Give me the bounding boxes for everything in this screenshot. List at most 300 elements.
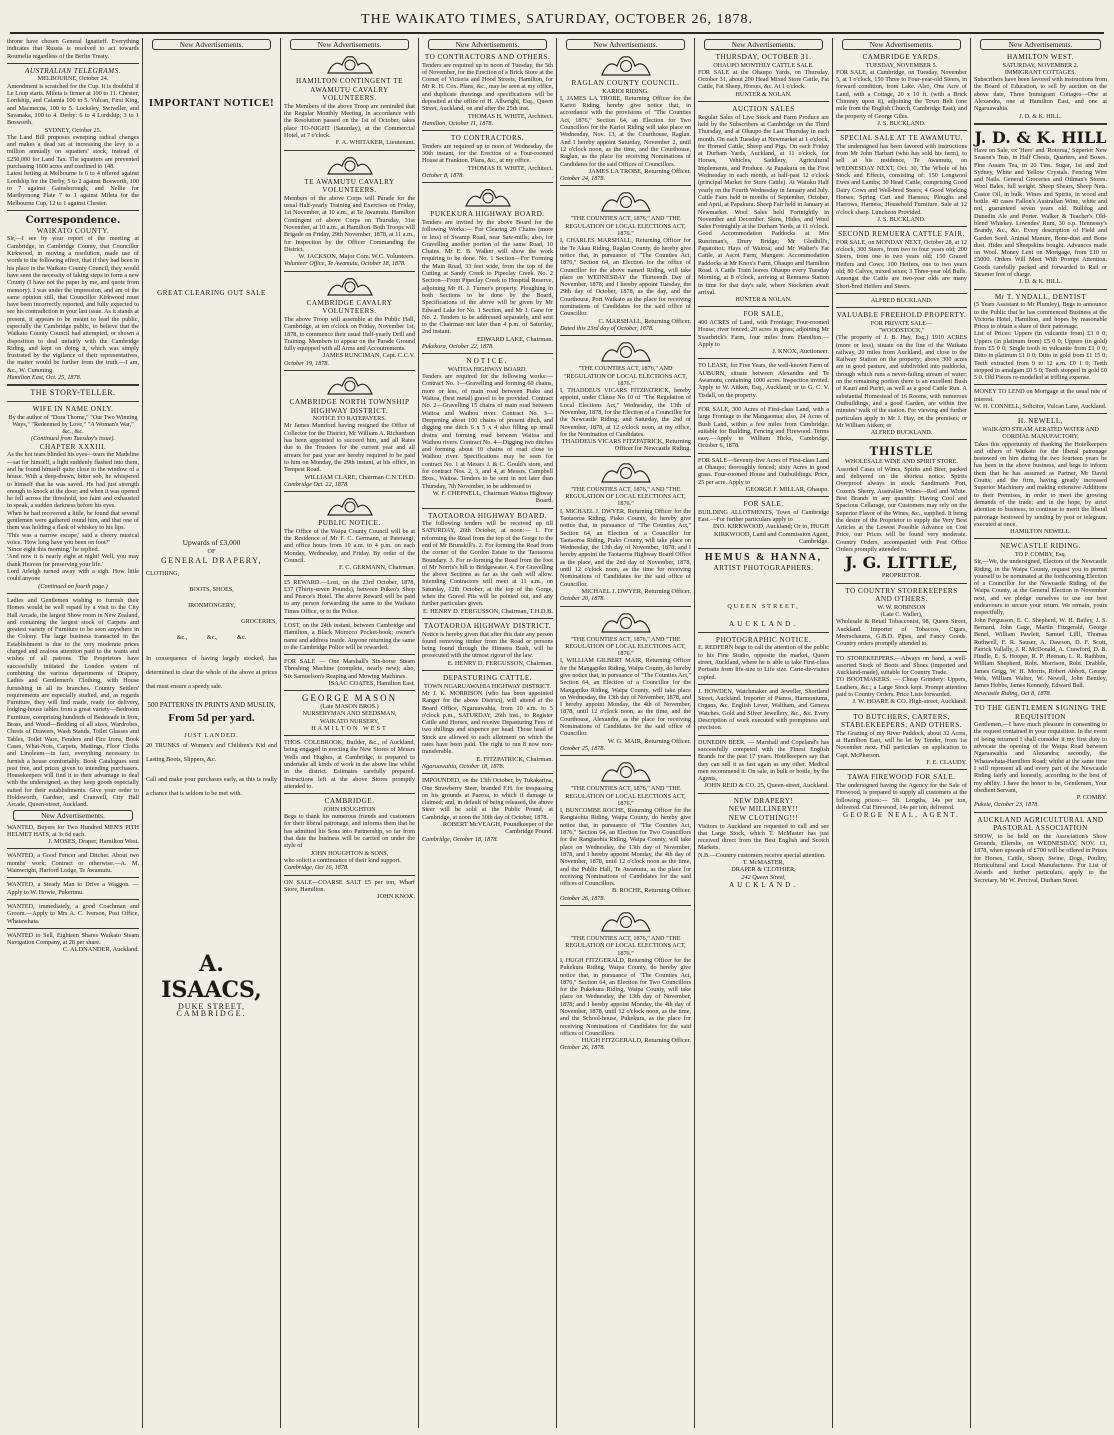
ad-title: SPECIAL SALE AT TE AWAMUTU. [840, 134, 963, 143]
ad-paragraph: The above Troop will assemble at the Public Hall, Cambridge, at ten o'clock on Friday, November 1st, 1878, to commence their usual Half-yearly Drill and Training. Members to appear on the Parade Ground fully equipped with all Arms and Accoutrements. [284, 315, 415, 353]
ad-paragraph: Tenders are required up to noon of Tuesday, the 5th of November, for the Erection of a Brick Store at the Corner of Victoria and Hood Streets, Hamilton, for Mr R. H. Cox. Plans, &c., may be seen at my office, and duplicate drawings and specifications will be deposited at the office of H. Allwright, Esq., Queen Street, Auckland, on and after the 25th inst. [422, 61, 553, 113]
ad-title: RAGLAN COUNTY COUNCIL. [571, 79, 680, 87]
ad-dateline: October 19, 1878. [284, 359, 330, 367]
ad-headline: From 5d per yard. [168, 711, 255, 724]
masthead: THE WAIKATO TIMES, SATURDAY, OCTOBER 26, 1878. [361, 12, 753, 27]
ad-subtitle: HAMILTON WEST [311, 724, 388, 732]
letter-dateline: Hamilton East, Oct. 25, 1878. [7, 374, 82, 382]
ad-paragraph: I, THADDEUS VICARS FITZPATRICK, hereby appoint, under Clause No 10 of "The Regulation of Local Elections Act," Wednesday, the 13th of November, 1878, for the Election of a Councillor for the Newcastle Riding; and Saturday, the 2nd of November, 1878, at 12 o'clock noon, at my office, for the Nomination of Candidates. [560, 387, 691, 438]
ad-title: CAMBRIDGE YARDS. [862, 53, 941, 61]
ad-subtitle: ARTIST PHOTOGRAPHERS. [713, 564, 814, 573]
divider [284, 271, 415, 272]
ad-headline: THISTLE [869, 443, 934, 459]
divider [284, 575, 415, 576]
divider [560, 185, 691, 186]
ad-signature: W. G. MAIR, Returning Officer. [607, 737, 691, 745]
ad-signature: F. E. CLAUDY. [926, 759, 967, 767]
column-2 [143, 38, 280, 1428]
ad-subtitle: "WOODSTOCK," [878, 326, 925, 334]
divider [974, 289, 1107, 290]
ad-title: FOR SALE, [743, 310, 784, 319]
divider [698, 453, 829, 454]
divider [698, 793, 829, 794]
divider [284, 875, 415, 876]
ad-subtitle: WAITOA HIGHWAY BOARD. [447, 365, 527, 373]
divider [698, 735, 829, 736]
ad-signature: J. D. & K. HILL. [1019, 278, 1062, 286]
ad-dateline: Hamilton, October 11, 1878. [422, 119, 494, 127]
ad-title: "THE COUNTIES ACT, 1876," AND "THE REGULATION OF LOCAL ELECTIONS ACT, 1876." [565, 215, 686, 238]
ad-title: SECOND REMUERA CATTLE FAIR. [838, 230, 965, 239]
ad-title: PUBLIC NOTICE. [318, 519, 381, 528]
ad-signature: E. HENRY D. FERGUSSON, Chairman. [447, 659, 553, 667]
ad-paragraph: who solicit a continuance of their kind support. [284, 856, 401, 864]
ad-paragraph: (5 Years Assistant to Mr Plumley), Begs to announce to the Public that he has commenced Business at the Victoria Hotel, Hamilton, and hopes by reasonable Prices to obtain a share of their patronage. [974, 301, 1107, 331]
ad-signature: JOHN KNOX. [377, 893, 415, 901]
ad-subtitle: WAIKATO NURSERY, [320, 717, 379, 725]
advertisement: WANTED to Sell, Eighteen Shares Waikato Steam Navigation Company, at 28 per share. [7, 931, 139, 947]
ad-signature: F. A. WHITAKER, Lieutenant. [335, 139, 415, 147]
divider [284, 150, 415, 151]
divider [422, 773, 553, 774]
ad-paragraph: N.B.—Country customers receive special attention. [698, 851, 826, 859]
divider [7, 899, 139, 900]
ad-dateline: October 20, 1878. [560, 595, 606, 603]
story-title: WIFE IN NAME ONLY. [32, 404, 114, 413]
ad-title: CAMBRIDGE. [324, 797, 375, 806]
ad-title: Mr T. YNDALL, DENTIST [994, 292, 1087, 301]
divider [836, 439, 967, 440]
ad-signature: W. F. CHEPNELL, Chairman Waitoa Highway Board. [432, 489, 553, 505]
divider [7, 848, 139, 849]
ad-line: &c., &c., &c. [176, 633, 247, 641]
ad-subtitle: IMMIGRANT COTTAGES. [1004, 68, 1077, 76]
ad-title: VALUABLE FREEHOLD PROPERTY. [836, 311, 967, 320]
ad-paragraph: IMPOUNDED, on the 13th October, by Tukakarina, One Strawberry Steer, branded F.H. for trespassing on his grounds at Paeroa, to which if damage is claimed; and, in default of being released, the above Steer will be sold at the Public Pound, at Cambridge, at noon the 30th day of October, 1878. [422, 777, 553, 821]
ad-signature: C. MARSHALL, Returning Officer. [598, 317, 691, 325]
ad-signature: E. HENRY D. FERGUSSON, Chairman, T.H.D.B. [422, 607, 553, 615]
story-byline: By the author of "Dora Thorne," "Our Two Winning Ways," "Redeemed by Love," "A Woman's War," &c., &c. [8, 413, 138, 436]
section-header-box: New Advertisements. [842, 39, 961, 50]
ad-subtitle: JOHN HOUGHTON & SONS, [310, 849, 389, 857]
ad-dateline: Pukete, October 23, 1878. [974, 801, 1039, 809]
ad-dateline: October 26, 1878. [560, 1044, 606, 1052]
ad-paragraph: 400 ACRES of Land, with Frontage; Four-roomed House; river fenced; 20 acres in grass; adjoining Mr Swarbrick's Farm, four miles from Hamilton.—Apply to [698, 318, 829, 348]
ad-title: "THE COUNTIES ACT, 1876," AND "REGULATION OF LOCAL ELECTIONS ACT, 1876." [563, 365, 687, 387]
column-6 [695, 38, 832, 1428]
divider [422, 182, 553, 183]
divider [7, 928, 139, 929]
ad-title: "THE COUNTIES ACT, 1876," AND "THE REGULATION OF LOCAL ELECTIONS ACT, 1876." [565, 785, 686, 807]
ad-signature: ALFRED BUCKLAND. [870, 296, 933, 304]
ad-line: BOOTS, SHOES, [189, 585, 234, 593]
ad-paragraph: FOR SALE at the Ohaupo Yards, on Thursday, October 31, about 200 Head Mixed Store Cattle, Fat Cattle, Fat Sheep, Horses, &c. At 1 o'clock. [698, 68, 829, 91]
ad-title: DEPASTURING CATTLE. [442, 674, 533, 683]
ad-dateline: Cambridge Oct. 22, 1878. [284, 480, 349, 488]
subheading: WAIKATO COUNTY. [36, 226, 110, 235]
ad-paragraph: LOST, on the 24th instant, between Cambridge and Hamilton, a Black Morocco Pocket-book; owner's name and address inside. Anyone returning the same to the Cambridge Police will be rewarded. [284, 622, 415, 651]
ad-title: CAMBRIDGE CAVALRY VOLUNTEERS. [306, 298, 393, 316]
ad-title: AUCKLAND AGRICULTURAL AND PASTORAL ASSOCIATION [977, 815, 1104, 833]
ad-signature: MICHAEL J. DWYER, Returning Officer. [581, 587, 691, 595]
column-5 [557, 38, 694, 1428]
divider [422, 508, 553, 509]
ad-signature: HUNTER & NOLAN. [735, 296, 792, 304]
ad-signature: J. D. & K. HILL. [1019, 112, 1062, 120]
ad-signature: ALFRED BUCKLAND. [870, 429, 933, 437]
ad-subtitle: AUCKLAND. [728, 620, 799, 629]
ad-signature: GEORGE NEAL, AGENT. [843, 811, 960, 820]
ad-title: TO COUNTRY STOREKEEPERS AND OTHERS. [845, 586, 958, 604]
ad-paragraph: Sir,—We, the undersigned, Electors of the Newcastle Riding, in the Waipa County, request you to permit yourself to be nominated at the forthcoming Election of a Councillor for the Newcastle Riding, of the Waipa County, at the General Election in November next, and we pledge ourselves to use our best endeavours to secure your return. We remain, yours respectfully, [974, 558, 1107, 617]
ad-title: TAOTAOROA HIGHWAY BOARD. [427, 511, 548, 520]
story-paragraph: Lord Arleigh turned away with a sigh. How little could anyone [7, 568, 139, 583]
section-header-box: New Advertisements. [152, 39, 271, 50]
ad-headline: J. G. LITTLE, [845, 553, 958, 573]
section-header-box: New Advertisements. [704, 39, 823, 50]
ad-signature: W. H. CONNELL, Solicitor, Vulcan Lane, Auckland. [974, 403, 1107, 411]
ad-title: NOTICE. [466, 357, 509, 366]
divider [7, 384, 139, 386]
ad-line: GENERAL DRAPERY, [161, 555, 262, 565]
ad-subtitle: TO P. COMBY, Esq. [1014, 551, 1067, 558]
ad-dateline: October 26, 1878. [560, 894, 606, 902]
ad-signature: F. C. GERMANN, Chairman. [339, 564, 415, 572]
divider [7, 401, 139, 402]
ad-paragraph: Mr James Mumford having resigned the Office of Collector for the District, Mr William A. Richardson has been appointed to succeed him, and all Rates due to the Trustees for the current year and all arrears for past year are hereby required to be paid to him on Monday, the 29th instant, at his office, in Tempest Road. [284, 422, 415, 474]
ad-signature: HAMILTON NEWELL. [1010, 528, 1071, 536]
ad-paragraph: DUNEDIN BEER. — Marshall and Copeland's has successfully competed with the Finest English Brands for the past 17 years. Hotelkeepers say that they can sell it as fast again as any other. Medical men recommend it. On sale, in bulk or bottle, by the Agents, [698, 738, 829, 783]
ad-paragraph: I, CHARLES MARSHALL, Returning Officer for the Te Akau Riding, Raglan County, do hereby give notice that, in pursuance of "The Counties Act, 1876," Section 64, an Election for the office of Councillor for the above named Riding, will take place on WEDNESDAY the Thirteenth Day of November, 1878; and I hereby appoint Tuesday, the 29th day of October, 1878, as the day, and the Courthouse, Port Waikato as the place for receiving nominations of Candidates for the said office of Councillor. [560, 237, 691, 318]
royal-crest-icon [462, 186, 514, 208]
ad-subtitle: WHOLESALE WINE AND SPIRIT STORE. [845, 458, 958, 466]
divider [698, 496, 829, 497]
divider [560, 905, 691, 906]
ad-headline: IMPORTANT NOTICE! [148, 97, 275, 109]
ad-line: 500 PATTERNS IN PRINTS AND MUSLIN, [147, 700, 276, 709]
section-header-box: New Advertisements. [290, 39, 409, 50]
ad-signature: HUNTER & NOLAN. [735, 90, 792, 98]
dateline: MELBOURNE, October 24. [37, 75, 109, 83]
ad-paragraph: Notice is hereby given that after this date any person found removing timber from the Road or persons being found through the Hinuera Bush, will be prosecuted with the utmost rigour of the law. [422, 630, 553, 660]
ad-paragraph: BUILDING ALLOTMENTS, Town of Cambridge East.—For further particulars apply to [698, 508, 829, 524]
divider [284, 793, 415, 794]
story-paragraph: 'Since eight this morning,' he replied. [7, 546, 100, 554]
ad-subtitle: NOTICE TO RATEPAYERS. [312, 415, 387, 423]
divider [284, 735, 415, 736]
ad-title: "THE COUNTIES ACT, 1876," AND "THE REGULATION OF LOCAL ELECTIONS ACT, 1876." [565, 635, 686, 658]
ad-title: PUKEKURA HIGHWAY BOARD. [430, 210, 545, 219]
signatory-list: John Fergusson, E. C. Shepherd, W. H. Bailey, J. S. Bernard, John Gage, Martin Fitzgerald, George Benel, William Pawlett, Samuel Lilll, Thomas Rothwell, F. R. Sauser, A. Dawson, D. F. Scott, Patrick Vallally, J. R. McDonald, A. Crawford, D. B. Hindle, E. S. Hooper, R. P. Heenan, L. R. Rathbun, William Shepherd, Robt. Morrison, Robt. Drabble, James Grigg, W. H. Morris, Robert Abbott, George Wels, William Walter, W. Newell, John Bentley, James Hobbs, James Kennedy, Edward Ball. [974, 616, 1107, 690]
section-heading: THE STORY-TELLER. [30, 388, 116, 398]
section-heading: AUSTRALIAN TELEGRAMS. [25, 66, 121, 75]
divider [284, 618, 415, 619]
divider [698, 306, 829, 307]
ad-paragraph: I, MICHAEL J. DWYER, Returning Officer for the Taotaoroa Riding, Piako County, do hereby give notice that, in pursuance of "The Counties Act," Section 64, an Election of a Councillor for Taotaoroa Riding, Piako County, will take place on Wednesday, the 13th day of November, 1878; and I hereby appoint the Taotaoroa Highway Board Office as the place, and the 2nd day of November, 1878, until 12 o'clock noon, as the time for receiving Nominations of Candidates for the said office of Councillor. [560, 507, 691, 588]
news-paragraph: Latest betting at Melbourne is 6 to 4 offered against Lordship for the Derby, 5 to 2 against Bosworth, 100 to 7 against Gainsborough, and Nellie for Maribyrnong Plate 7 to 1 against Mileta for the Melbourne Cup, 12 to 1 against Chester. [7, 170, 139, 207]
divider [560, 606, 691, 607]
ad-paragraph: (The property of J. B. Hay, Esq.) 1910 ACRES (more or less), situate on the line of the Waikato railway, 20 miles from Auckland, and close to the Railway Station on the property; above 300 acres are in good pasture, and subdivided into paddocks, through which runs a never-failing stream of water; on the remaining portion there is an excellent Bush of Kauri and Puriri, as well as a good Cattle Run. A substantial Homestead of 16 Rooms, with numerous Outbuildings, and a good Garden, are within five minutes' walk of the station. For viewing and further particulars apply to Mr J. Hay, on the premises; or Mr William Aitken; or [836, 334, 967, 429]
ad-subtitle: TOWN NGARUAWAHIA HIGHWAY DISTRICT. [423, 682, 552, 690]
divider [422, 130, 553, 131]
ad-title: NEW MILLINERY!! [728, 805, 799, 814]
ad-title: HAMILTON CONTINGENT TE AWAMUTU CAVALRY VOLUNTEERS. [296, 77, 403, 103]
ad-signature: W. JACKSON, Major Com. W.C. Volunteers. [298, 253, 415, 261]
ad-paragraph: Members of the above Corps will Parade for the usual Half-yearly Training and Exercises on Friday, 1st November, at 10 a.m., at Te Awamutu. Hamilton Contingent of above Corps on Thursday, 31st November, at 10 a.m., at Hamilton. Both Troops will Brigade on Friday, 29th November, 1878, at 11 a.m., for Inspection by the Officer Commanding the District. [284, 194, 415, 253]
story-note: (Continued on fourth page.) [38, 582, 108, 590]
column-3 [281, 38, 418, 1428]
ad-subtitle: SATURDAY, NOVEMBER 2. [1002, 61, 1079, 69]
ad-signature: ROBERT McVEAGH, Poundkeeper of the Cambridge Pound. [442, 820, 553, 836]
ad-paragraph: Tenders are required for the following works:— Contract No. 1—Gravelling and forming 60 chains, more or less, of main road between Piako and Waitoa, (best metal) gravel to be provided. Contract No. 2—Gravelling 15 chains of main road between Waitoa and Waihou river. Contract No. 3—Deepening about 100 chains of present ditch, and digging one ditch 6 x 5 x 4 also filling up small drains and forming road between Waitoa and Waihou rivers. Contract No. 4—Digging two ditches and forming about 10 chains of road close to Waihou river. Specifications may be seen for contract No. 1 at Messrs J. & C. Gould's store, and for contract Nos. 2, 3, and 4, at Messrs. Campbell Bros., Waitoa. Tenders to be sent in not later than Thursday, 7th November, to be addressed to [422, 373, 553, 490]
ad-paragraph: Begs to thank his numerous friends and customers for their liberal patronage, and informs them that he has admitted his Sons into Partnership, so far from that date the business will be carried on under the style of [284, 813, 415, 850]
ad-paragraph: Wholesale & Retail Tobacconist, 98, Queen Street, Auckland. Importer of Tobaccos, Cigars, Meerschaums, G.B.D. Pipes, and Fancy Goods. Country orders promptly attended to. [836, 618, 967, 648]
advertisement: WANTED, a Good Fencer and Ditcher. About two months' work; Contract or otherwise.—A. M. Wainwright, Harford Lodge, Te Awamutu. [7, 852, 139, 875]
divider [974, 123, 1107, 125]
ad-signature: ISAAC COATES, Hamilton East. [328, 680, 415, 688]
ad-line: GROCERIES, [241, 617, 277, 625]
ad-title: CAMBRIDGE NORTH TOWNSHIP HIGHWAY DISTRICT. [289, 397, 410, 415]
divider [974, 538, 1107, 539]
ad-signature: T. McMASTER, [742, 858, 785, 866]
ad-paragraph: FOR SALE, 300 Acres of First-class Land, with a large Frontage to the Mangaonua; also, 24 Acres of Bush Land, within a few miles from Cambridge; suitable for Building, Fencing and Firewood. Terms easy.—Apply to William Hicks, Cambridge, October 6, 1878. [698, 405, 829, 450]
news-paragraph: throne have chosen General Ignatieff. Everything indicates that Russia is resolved to act towards Roumelia regardless of the Berlin Treaty. [7, 38, 139, 60]
section-header-box: New Advertisements. [980, 39, 1101, 50]
ad-title: TO BUTCHERS, CARTERS, STABLEKEEPERS, AND OTHERS. [840, 712, 963, 730]
divider [7, 63, 139, 64]
royal-crest-icon [598, 189, 654, 213]
ad-headline: J. D. & K. HILL [974, 127, 1107, 147]
ad-subtitle: FOR PRIVATE SALE— [870, 319, 933, 327]
divider [836, 583, 967, 584]
ad-paragraph: MONEY TO LEND on Mortgage at the usual rate of interest. [974, 388, 1107, 403]
ad-paragraph: I, JAMES LA TROBE, Returning Officer for the Karioi Riding, hereby give notice that, in accordance with the provisions of "The Counties Act, 1876," Section 64, an Election for Two Councillors for the Karioi Riding will take place on Wednesday, Nov. 13, at the Courthouse, Raglan. And I hereby appoint Saturday, November 2, until 12 o'clock noon, as the time, and the Courthouse, Raglan, as the place for receiving Nominations of Candidates for the said Offices of Councillors. [560, 94, 691, 168]
ad-paragraph: Have on Sale, ex 'Hero' and 'Rotorua,' Superior New Season's Teas, in Half Chests, Quarters, and Boxes. Fine Assam Tea, in 20 Tins. Sugar, 1st and 2nd Sydney, White and Yellow Crystals. Fencing Wire and Nails. General Groceries and Oilman's Stores. Wool Bales, full weight. Sheep Shears, Sheep Nets. Castor Oil, in bulk. Wines and Spirits, in wood and bottle. 40 cases Fallon's Australian Wine, white and red, guaranteed seven years old. Bulldog and Dunedin Ale and Porter. Walker & Teacher's Old-blend Whiskey. Lowndes' Rum, 30 o.p. Hennessy's Brandy, &c., &c. Every description of Field and Garden Seed. Animal Manure, Bone-dust and Bone dust. Hides and Sheepskins bought. Advances made on Wool. Money Lent on Mortgage, from £10 to £5000. Orders Will Meet With Prompt Attention. Goods carefully packed and forwarded to Rail or Steamer free of charge. [974, 146, 1107, 279]
divider [7, 877, 139, 878]
royal-crest-icon [598, 759, 654, 783]
ad-paragraph: The Grazing of my River Paddock, about 32 Acres, at Hamilton East, will be let by Tender, from 1st November next. Full particulars on application to Capt. McPherson. [836, 729, 967, 759]
divider [560, 755, 691, 756]
ad-dateline: October 24, 1878. [560, 175, 606, 183]
ad-subtitle: W. W. ROBINSON [877, 603, 926, 611]
divider [422, 670, 553, 671]
ad-subtitle: (Late C. Waller), [880, 611, 923, 619]
ad-paragraph: THOS. COLEBROOK, Builder, &c., of Auckland, being engaged in erecting the New Stores of Messrs Wells and Hughes, at Cambridge, is prepared to undertake all kinds of work in the above line whilst in the district. Estimates carefully prepared. Instructions left at the above Stores promptly attended to. [284, 739, 415, 790]
letter-paragraph: Sir,—I see by your report of the meeting at Cambridge, in Cambridge County, that Councillor Kirkwood, in moving a resolution, made use of words to the following effect, that if they had been in his place in the Waikato County Council, they would have seen the necessity of taking steps to form a new County (I have not the paper by me, and quote from memory). I was under the impression, and am of the same opinion still, that Councillor Kirkwood must have been incorrectly reported, and fully expected to see his contradiction in your last issue. As it stands at present, it appears to be meant to lead the public, especially the Cambridge public, to believe that the Waikato County Council had attempted, or shown a disposition to deal unfairly with the Cambridge Riding, and kept on doing it, which was simply frustrated by the vigilance of their representatives, the matter would be further from the truth.—I am, &c., W. Cumming. [7, 235, 139, 374]
divider [7, 210, 139, 211]
royal-crest-icon [324, 275, 376, 297]
divider [974, 700, 1107, 701]
ad-line: OF [207, 547, 216, 555]
ad-title: "THE COUNTIES ACT, 1876," AND "THE REGULATION OF LOCAL ELECTIONS ACT, 1876." [565, 935, 686, 957]
divider [836, 226, 967, 227]
ad-paragraph: FOR SALE, on MONDAY NEXT, October 28, at 12 o'clock, 300 Steers, from two to four years old; 200 Steers, from one to two years old; 150 Grazed Heifers and Cows; 100 Heifers, one to two years old; 80 Calves, mixed sexes; 3 Three-year old Bulls. Amongst the Cattle are two-year olds are many Short-bred Heifers and Steers. [836, 238, 967, 290]
divider [836, 130, 967, 131]
ad-dateline: Cambridge, October 18, 1878. [422, 835, 498, 843]
ad-subtitle: WAIKATO STEAM AERATED WATER AND CORDIAL MANUFACTORY, [982, 425, 1099, 441]
ad-paragraph: Gentlemen,—I have much pleasure in consenting to the request contained in your requisition. In the event of being returned I shall consider it my first duty to advocate the opening of the Waipa Road between Ngaruawahia and Alexandra; secondly, the Whatawhata-Hamilton Road; whilst at the same time I will represent all and every part of the Newcastle Riding fairly and honestly, according to the best of my ability. I have the honor to be, Gentlemen, Your obedient Servant, [974, 721, 1107, 794]
ad-title: TAWA FIREWOOD FOR SALE. [847, 773, 956, 782]
ad-dateline: Ngaruawahia, October 18, 1878. [422, 762, 505, 770]
divider [698, 548, 829, 549]
royal-crest-icon [598, 610, 654, 634]
divider [836, 709, 967, 710]
ad-signature: DRAPER & CLOTHIER, [731, 866, 796, 874]
ad-subtitle: TUESDAY, NOVEMBER 5. [865, 61, 938, 69]
story-note: (Continued from Tuesday's issue). [31, 435, 115, 443]
divider [836, 651, 967, 652]
ad-paragraph: FOR SALE — One Marshall's Six-horse Steam Threshing Machine (complete, nearly new); also, Six Samuelson's Reaping and Mowing Machines. [284, 658, 415, 680]
divider [422, 618, 553, 619]
ad-paragraph: I, HUGH FITZGERALD, Returning Officer for the Pukekura Riding, Waipa County, do hereby give notice that, in pursuance of "The Counties Act, 1876," Section 64, an Election for Two Councillors for the Pukekura Riding, Waipa County, will take place on Wednesday, the 13th day of November, 1878; and I hereby appoint Monday, the 4th day of November, 1878, until 12 o'clock noon, as the time, and the School-house, Pukekura, as the place for receiving Nominations of Candidates for the said offices of Councillors. [560, 956, 691, 1037]
ad-dateline: October 8, 1878. [422, 172, 464, 180]
divider [836, 307, 967, 308]
ad-signature: J. S. BUCKLAND. [877, 215, 926, 223]
ad-signature: P. COMBY. [1076, 794, 1107, 802]
ad-paragraph: TO BOOTMAKERS. — Cheap Grindery: Uppers, Leathers, &c.; a Large Stock kept. Prompt attention paid to Country Orders. Price Lists forwarded. [836, 676, 967, 699]
royal-crest-icon [598, 53, 654, 77]
advertiser: C. ALDNANDER, Auckland. [62, 946, 139, 954]
ad-paragraph: FOR SALE, at Cambridge, on Tuesday, November 5, at 1 o'clock, 150 Three to Four-year-old Steers, in forward condition, from Lake. Also, One Acre of Land, with a Cottage, 20 x 10 ft. (with a Brick Chimney upon it), adjoining the Town Belt (one mile from the English Church, Cambridge East), and the property of George Giles. [836, 68, 967, 120]
ad-title: TO CONTRACTORS AND OTHERS. [424, 53, 551, 61]
ad-line: CLOTHING, [146, 569, 180, 577]
divider [7, 593, 139, 594]
advertisement: WANTED, Buyers for Two Hundred MEN'S PITH HELMET HATS, at 3s 6d each. [7, 823, 139, 838]
divider [284, 370, 415, 371]
ad-signature: INO. KIRKWOOD, Auckland; Or to, HUGH KIRKWOOD, Land and Commission Agent, Cambridge. [712, 523, 829, 545]
advertiser-name: A. ISAACS, [161, 951, 262, 1004]
advertiser: J. MOSES, Draper, Hamilton West. [48, 838, 139, 846]
royal-crest-icon [598, 909, 654, 933]
royal-crest-icon [324, 374, 376, 396]
divider [698, 684, 829, 685]
royal-crest-icon [324, 495, 376, 517]
ad-signature: 242 Queen Street, [741, 873, 786, 881]
ad-paragraph: Tenders are required up to noon of Wednesday, the 30th instant, for the Erection of a Four-roomed House at Frankton. Plans, &c., at my office. [422, 142, 553, 165]
ad-paragraph: Visitors to Auckland are requested to call and see that Large Stock, which T. McMaster has just received direct from the Best English and Scotch Markets. [698, 822, 829, 852]
dateline: SYDNEY, October 25. [44, 126, 102, 134]
ad-subtitle: NURSERYMAN AND SEEDSMAN, [302, 710, 397, 718]
section-heading: Correspondence. [25, 214, 121, 226]
chapter-heading: CHAPTER XXXIII. [39, 442, 107, 451]
ad-paragraph: I, BUNCOMBE ROCHE, Returning Officer for the Rangiaohia Riding, Waipa County, do hereby give notice that, in pursuance of "The Counties Act, 1876," Section 64, an Election for Two Councillors for the Rangiaohia Riding, Waipa County, will take place on Wednesday, the 13th day of November, 1878, and I hereby appoint Monday, the 4th day of November, 1878, until 12 o'clock noon as the time, and the Public Hall, Te Awamutu, as the place for receiving Nominations of Candidates for the said offices of Councillors. [560, 807, 691, 888]
price-list: List of Prices: Uppers (in vulcanite from) £3 0 0; Uppers (in platinum from) £5 0 0; Uppers (in gold) from £5 0 0; Single tooth in vulcanite from £1 0 0; Ditto in platinum £1 0 0; Ditto in gold from £1 15 0; Teeth extracted from 9 to 12 a.m. £0 1 0; Teeth stopped in amalgam £0 5 0; Teeth stopped in gold £0 5 0. Old Pieces re-modelled at trifling expense. [974, 330, 1107, 382]
column-8 [971, 38, 1110, 1428]
ad-paragraph: Subscribers have been favored with instructions from the Board of Education, to sell by auction on the above date, Three Immigrant Cottages—One at Alexandra, one at Hamilton East, and one at Ngaruawahia. [974, 76, 1107, 113]
ad-dateline: October 25, 1878. [560, 744, 606, 752]
ad-signature: AUCKLAND. [728, 880, 799, 889]
divider [698, 402, 829, 403]
ad-signature: THADDEUS VICARS FITZPATRICK, Returning Officer for Newcastle Riding. [561, 438, 691, 453]
ad-dateline: Dated this 23rd day of October, 1878. [560, 324, 654, 332]
ad-signature: GEORGE F. MILLAR, Ohaupo. [745, 485, 829, 493]
ad-dateline: Pukekura, October 22, 1878. [422, 342, 494, 350]
ad-title: TAOTAOROA HIGHWAY DISTRICT. [423, 621, 552, 630]
ad-paragraph: The undersigned having the Agency for the Sale of Firewood, is prepared to supply all customers at the following prices:— 5ft. Lengths, 14s per ton, delivered. Cut Firewood, 14s per ton, delivered. [836, 781, 967, 811]
story-paragraph: 'And now it is nearly eight at night! Well, you may thank Heaven for preserving your life.' [7, 553, 139, 568]
column-1 [4, 38, 142, 1428]
ad-paragraph: TO LEASE, for Five Years, the well-known Farm of AUBURN, situate between Alexandra and Te Awamutu, containing 1000 acres. Inspection invited. Apply to W. Aitken, Esq., Auckland; or to G. C. V. Tisdall, on the property. [698, 362, 829, 399]
ad-signature: J. W. HOARE & CO. High-street, Auckland. [852, 698, 967, 706]
ad-paragraph: SHOW, to be held on the Association's Show Grounds, Ellerslie, on WEDNESDAY, NOV. 13, 1878, when upwards of £700 will be offered in Prizes for Horses, Cattle, Sheep, Swine, Dogs, Poultry, Horticultural and Local Manufactures. For List of Awards and further particulars, apply to the Secretary, Mr W. Percival, Durham Street. [974, 832, 1107, 884]
column-7 [833, 38, 970, 1428]
ad-signature: WILLIAM CLARE, Chairman C.N.T.H.D. [304, 473, 415, 481]
divider [974, 413, 1107, 414]
ad-paragraph: Regular Sales of Live Stock and Farm Produce are held by the Subscribers at Cambridge on the Third Thursday, and at Ohaupo the Last Thursday in each month. On each Tuesday at Newmarket at 1 o'clock, for Horned Cattle, Sheep and Pigs. On each Friday at Durham Yards, Auckland, at 11 o'clock, for Horses, Vehicles, Saddlery, Agricultural Implements, and Produce. At Papakura on the First Wednesday in each month, at half-past 12 o'clock (principal Market for Store Cattle). At Waiuku Half yearly on the Fourth Wednesday in January and July. Cattle Fairs held in months of September, October, and April, at Papakura. Sheep Fair held in January at Newmarket. Wool Sales held Fortnightly in November and December. Skins, Hides, and Wool Sales Fortnightly at the Durham Yards, at 11 o'clock. Good Accommodation Paddocks at Mrs Runciman's, Drury Bridge; Mr Gledhill's, Papatoitoi; Hays of Wairoa; and Mr Walter's Fat Cattle, at Ascot Farm, Mangere. Accommodation Paddocks at Mr Knox's Farm, Ohaupo and Hamilton Road. A Cattle Train leaves Ohaupo every Tuesday Morning, at 8 o'clock, arriving at Remuera Station in time for that day's sale, where Stockmen await arrival. [698, 113, 829, 296]
ad-title: THURSDAY, OCTOBER 31. [715, 53, 812, 61]
ad-signature: EDWARD LAKE, Chairman. [477, 335, 553, 343]
ad-paragraph: Assorted Cases of Wines, Spirits and Beer, packed and delivered on the shortest notice. Spirits Overproof always in stock. Sandiman's Port, Cozen's Sherry. Australian Wines—Red and White. Best Brands in any quantity. Having Cool and Spacious Cellarage, our Customers may rely on the Superior Flavor of the Wines, &c., supplied. It being the desire of the Proprietor to supply the Very Best Articles at the Lowest Possible Advance on Cost Price, our Prices will be found very moderate. Country Orders, accompanied with Post Office Orders promptly attended to. [836, 465, 967, 553]
ad-signature: B. ROCHE, Returning Officer. [611, 887, 691, 895]
advertiser-address: CAMBRIDGE. [176, 1009, 247, 1019]
advertisement-paragraph: Ladies and Gentlemen wishing to furnish their Homes would be well repaid by a visit to the City Hall Arcade, the largest Show room in New Zealand, and containing the largest stock of Carpets and greatest variety of Furniture to be seen anywhere in the Colony. The large business transacted in the Establishment is due to the very moderate prices charged and zealous attention paid to the wants and wishes of all patrons. The Proprietors have successfully initiated the London system of combining the various departments of Drapery, Ladies and Gentlemen's Clothing, with House furnishing in all its branches. Country Settlers' requirements are especially studied, and, as regards Furniture, they will find made, ready for delivery, lodging-house tables from a great variety—Bedroom Furniture, comprising hundreds of Bedsteads in Iron, Brass, and Wood—Bedding of all sizes, Wardrobes, Chests of Drawers, Wash Stands, Toilet Glasses and Tables, Toilet Ware, Fenders and Fire Irons, Book Cases, What-Nots, Carpets, Mattings, Floor Cloths and Linoleum—in fact, everything necessary to furnish a house comfortably. Book Catalogues sent post free, and prices given to intending purchasers. Housekeepers will find it to their advantage to deal with the undersigned, as they keep goods especially suited for their establishments. Give your order to Holdsworth, Gardner, and Cranwell, City Hall Arcade, Queen-street, Auckland. [7, 596, 139, 809]
ad-paragraph: Tenders are invited by the above Board for the following Works:— For Clearing 20 Chains (more or less) of Swamp Road, near Saw-mills; also, for Gravelling another portion of the same Road, 10 Chains. Mr E. B. Walker will show the work requiring to be done. No. 1 Section—For Forming the Main Road, 33 feet wide, from the top of the Cutting at Sandy Creek to Pipeclay Creek. No. 2 Section—From Pipeclay Creek to Hospital Reserve, adjoining Mr H. J. Turner's property. Ploughing in both Sections to be done by the Board, Specifications of the above will be given by Mr Edward Lake for No. 1 Section, and Mr J. Gane for No. 2. Tenders to be addressed separately, and sent to the Chairman not later than 4 p.m. of Saturday, 2nd instant. [422, 218, 553, 336]
story-paragraph: When he had recovered a little, he found that several gentlemen were gathered round him, and that one of them was holding a flask of whiskey to his lips. [7, 509, 139, 532]
ad-title: FOR SALE. [743, 500, 784, 509]
ad-signature: THOMAS H. WHITE, Architect. [467, 112, 553, 120]
ad-dateline: Volunteer Office, Te Awamutu, October 18, 1878. [284, 260, 406, 268]
ad-paragraph: The undersigned has been favored with instructions from Mr John Harbart (who has sold his farm), to sell at his residence, Te Awamutu, on WEDNESDAY NEXT, Oct. 30, The Whole of his Stock and Effects, consisting of: 150 Longwool Ewes and Lambs; 30 Head Cattle, comprising Good Dairy Cows and Well-bred Steers; 4 Good Working Horses; Spring Cart and Harness; Ploughs and Harrows, Harness; Household Furniture. Sale at 12 o'clock sharp. Luncheon Provided. [836, 142, 967, 216]
ad-title: NEWCASTLE RIDING. [1000, 542, 1081, 551]
ad-line: JUST LANDED. [184, 731, 239, 739]
column-4 [419, 38, 556, 1428]
masthead-rule [10, 32, 1104, 34]
royal-crest-icon [324, 53, 376, 75]
section-header-box: New Advertisements. [566, 39, 685, 50]
section-header-box: New Advertisements. [428, 39, 547, 50]
ad-title: AUCTION SALES [732, 105, 795, 114]
ad-title: PHOTOGRAPHIC NOTICE. [715, 635, 812, 644]
ad-paragraph: £5 REWARD.—Lost, on the 23rd October, 1878, £37 (Thirty-seven Pounds), between Pukeo's Shop and Pearce's Hotel. The above Reward will be paid to any person forwarding the same to the Waikato Times Office, or to the Police. [284, 578, 415, 615]
ad-dateline: Cambridge, Oct 16, 1878. [284, 864, 349, 872]
ad-headline: GREAT CLEARING OUT SALE [157, 289, 266, 297]
divider [560, 456, 691, 457]
royal-crest-icon [598, 339, 654, 363]
ad-title: GEORGE MASON [301, 693, 398, 704]
ad-paragraph: The Office of the Waipa County Council will be at the Residence of Mr F. C. Germann, at Paterangi, and office hours from 10 a.m. to 4 p.m. on each Monday, Wednesday, and Friday. By order of the Council. [284, 527, 415, 564]
ad-title: TO THE GENTLEMEN SIGNING THE REQUISITION [974, 703, 1107, 721]
ad-paragraph: I, WILLIAM GILBERT MAIR, Returning Officer for the Mangapiko Riding, Waipa County, do hereby give notice that, in pursuance of "The Counties Act," Section 64, an Election of a Councillor for the Mangapiko Riding, Waipa County, will take place on Wednesday, the 13th day of November, 1878, and I hereby appoint Monday, the 4th of November, 1878, until 12 o'clock noon, as the time, and the Courthouse, Alexandra, as the place for receiving Nominations of Candidates for the said office of Councillor. [560, 657, 691, 738]
ad-paragraph: FOR SALE—Seventy-five Acres of First-class Land at Ohaupo; thoroughly fenced; sixty Acres in good grass. Four-roomed House and Outbuildings. Price, 25 per acre. Apply to [698, 456, 829, 486]
ad-subtitle: KARIOI RIDING. [602, 87, 649, 95]
ad-signature: JOHN REID & CO. 25, Queen-street, Auckland. [704, 782, 829, 790]
ad-line: IRONMONGERY, [188, 601, 235, 609]
ad-signature: E. FITZPATRICK, Chairman. [476, 755, 553, 763]
ad-dateline: Newcastle Riding, Oct 8, 1878. [974, 689, 1052, 697]
divider [974, 384, 1107, 385]
ad-paragraph: Call and make your purchases early, as this is really a chance that is seldom to be met with. [146, 776, 277, 798]
ad-paragraph: The following tenders will be received up till SATURDAY, 26th October, at noon:— 1. For reforming the Road from the top of the Gorge to the end of Mr Brunskill's. 2. For forming the Road from the corner of the Gordon Estate to the Taotaoroa Boundary. 3. For re-forming the Road from the foot of Mr Norris's hill to Bridgewater. 4. For Gravelling the above Sections as far as the cash will allow. Intending Contractors will meet at 11 a.m., on Saturday, 12th October, at the top of the Gorge, when the Gravel Pits will be pointed out, and any further particulars given. [422, 520, 553, 608]
divider [422, 353, 553, 354]
royal-crest-icon [598, 460, 654, 484]
ad-signature: J. KNOX, Auctioneer. [772, 348, 829, 356]
ad-paragraph: ON SALE—COARSE SALT £5 per ton, Wharf Store, Hamilton. [284, 878, 415, 893]
ad-title: NEW DRAPERY! [733, 796, 794, 805]
news-paragraph: Amendment is scratched for the Cup. It is doubtful if Le Loup starts. Mileta is firmer at 100 to 11. Chester, Lordship, and Calamia 100 to 5. Vulcan, First King, and Macmecoa, 100 to 5. Locksley, Swiveller, and Savanaka, 100 to 4. Derby: 6 to 4 Lordship; 3 to 1 Bosworth. [7, 82, 139, 127]
ad-paragraph: TO STOREKEEPERS.—Always on hand, a well-assorted Stock of Boots and Shoes (imported and Auckland-made), suitable for Country Trade. [836, 654, 967, 677]
ad-headline: HEMUS & HANNA, [704, 552, 823, 564]
ad-subtitle: PROPRIETOR. [881, 572, 922, 580]
divider [836, 769, 967, 770]
ad-subtitle: (Late MASON BROS.) [320, 702, 379, 710]
ad-subtitle: OHAUPO MONTHLY CATTLE SALE. [713, 61, 814, 69]
divider [698, 632, 829, 633]
ad-title: NEW CLOTHING!!! [728, 813, 799, 822]
ad-paragraph: 20 TRUNKS of Women's and Children's Kid and Lasting Boots, Slippers, &c. [146, 742, 277, 764]
story-paragraph: 'This was a narrow escape,' said a cheery musical voice. 'How long have you been on foot?' [7, 531, 139, 546]
advertisement: WANTED, a Steady Man to Drive a Waggon. — Apply to W. Howie, Pukerimu. [7, 881, 139, 896]
news-paragraph: The Land Bill proposes sweeping radical changes and makes a dead set at increasing the levy to a million annually on squatters' stock, instead of £250,000 for Land Tax. The squatters are prevented purchasing 1600 acres and confined to 148. [7, 133, 139, 171]
